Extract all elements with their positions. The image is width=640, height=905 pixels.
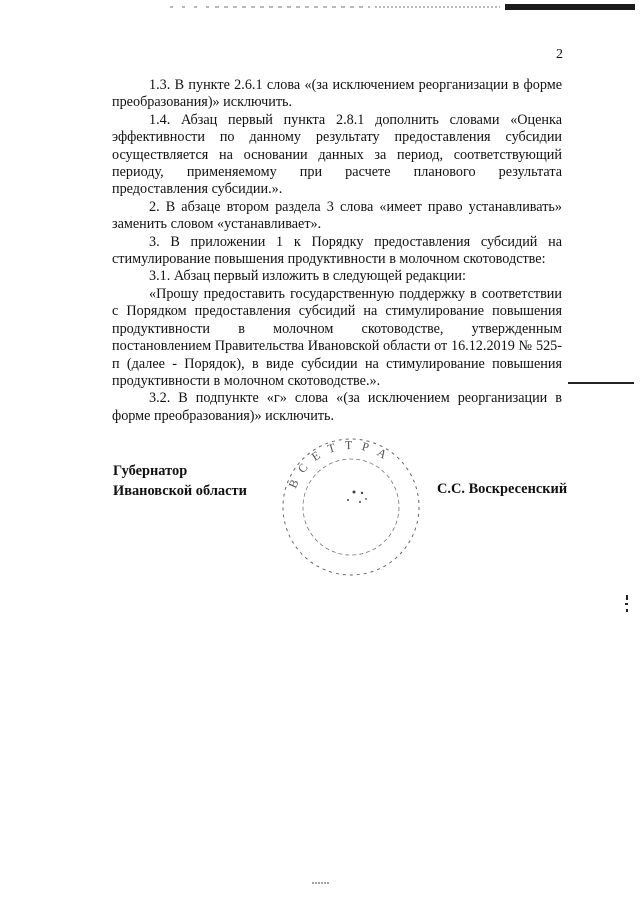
signer-title-line1: Губернатор (113, 463, 188, 479)
document-body (112, 77, 562, 425)
official-seal (276, 432, 426, 582)
scan-artifact-bottom (312, 880, 330, 886)
signer-name: С.С. Воскресенский (437, 481, 568, 497)
svg-text:В С Е Т Т Р А (285, 438, 391, 490)
page-number: 2 (556, 47, 563, 62)
paragraph-3-2: 3.2. В подпункте «г» слова «(за исключением реорганизации в форме преобразования)» исключить. (112, 390, 562, 424)
signer-title (113, 461, 247, 501)
paragraph-1-4: 1.4. Абзац первый пункта 2.8.1 дополнить словами «Оценка эффективности по данному результату предоставления субсидии осуществляется на основании данных за период, соответствующий периоду, применяемому при расчете планового результата предоставления субсидии.». (112, 111, 562, 198)
paragraph-1-3: 1.3. В пункте 2.6.1 слова «(за исключением реорганизации в форме преобразования)» исключить. (112, 77, 562, 111)
seal-ring-text: В С Е Т Т Р А (285, 437, 392, 491)
paragraph-2: 2. В абзаце втором раздела 3 слова «имеет право устанавливать» заменить словом «устанавливает». (112, 198, 562, 233)
signer-title-line2: Ивановской области (113, 483, 247, 499)
scan-artifact-right-line (568, 382, 634, 384)
scan-artifact-right-marks (624, 595, 630, 625)
paragraph-3-1: 3.1. Абзац первый изложить в следующей редакции: (149, 268, 466, 285)
paragraph-3: 3. В приложении 1 к Порядку предоставления субсидий на стимулирование повышения продуктивности в молочном скотоводстве: (112, 233, 562, 268)
paragraph-3-1-quote: «Прошу предоставить государственную поддержку в соответствии с Порядком предоставления субсидий на стимулирование повышения продуктивности в молочном скотоводстве, утвержденным постановлением Правительства Ивановской области от 16.12.2019 № 525-п (далее - Порядок), в виде субсидии на стимулирование повышения продуктивности в молочном скотоводстве.». (112, 285, 562, 389)
scan-artifact-top (170, 2, 635, 12)
